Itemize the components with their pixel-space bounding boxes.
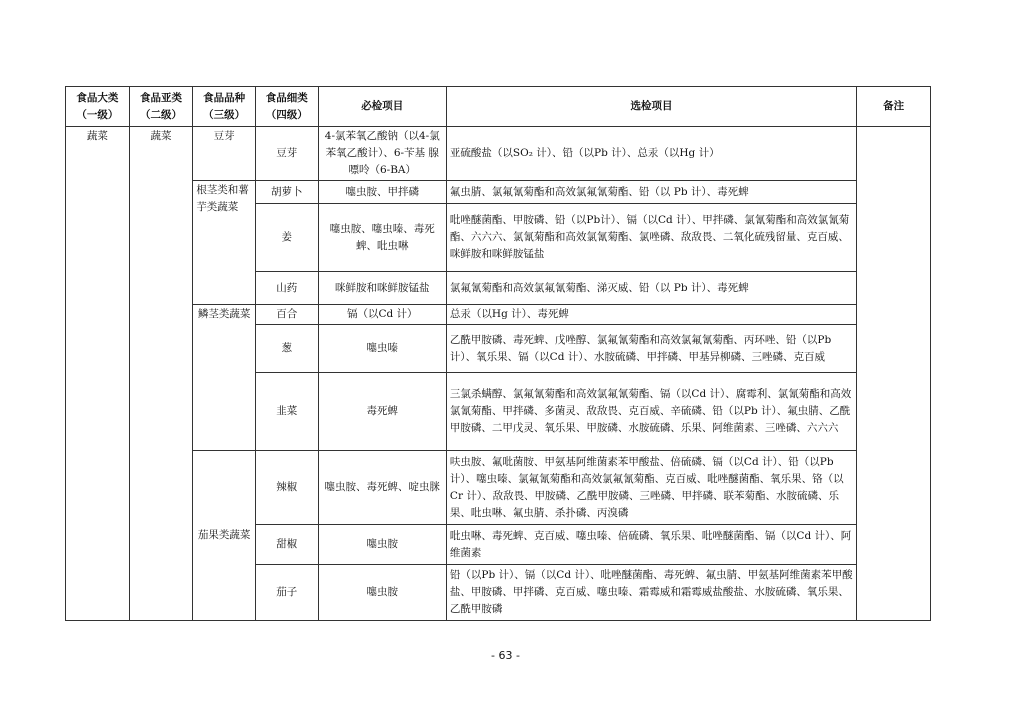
- group-cell: 根茎类和薯芋类蔬菜: [193, 181, 256, 305]
- table-row: [66, 305, 931, 325]
- item-cell: 百合: [255, 305, 318, 325]
- item-cell: 韭菜: [255, 373, 318, 451]
- mandatory-cell: 噻虫胺: [318, 565, 446, 621]
- item-cell: 山药: [255, 272, 318, 305]
- category-level1-cell: 蔬菜: [66, 127, 130, 621]
- header-mandatory-items: 必检项目: [318, 87, 446, 127]
- page-number: - 63 -: [491, 649, 520, 662]
- mandatory-cell: 噻虫胺、噻虫嗪、毒死蜱、吡虫啉: [318, 204, 446, 272]
- mandatory-cell: 镉（以Cd 计）: [318, 305, 446, 325]
- optional-cell: 氟虫腈、氯氟氰菊酯和高效氯氟氰菊酯、铅（以 Pb 计）、毒死蜱: [446, 181, 856, 204]
- item-cell: 辣椒: [255, 451, 318, 525]
- table-row: [66, 451, 931, 525]
- mandatory-cell: 噻虫胺、毒死蜱、啶虫脒: [318, 451, 446, 525]
- mandatory-cell: 毒死蜱: [318, 373, 446, 451]
- mandatory-cell: 4-氯苯氧乙酸钠（以4-氯苯氧乙酸计）、6-苄基 腺嘌呤（6-BA）: [318, 127, 446, 181]
- mandatory-cell: 咪鲜胺和咪鲜胺锰盐: [318, 272, 446, 305]
- header-row: [66, 87, 931, 127]
- optional-cell: 吡唑醚菌酯、甲胺磷、铅（以Pb计）、镉（以Cd 计）、甲拌磷、氯氰菊酯和高效氯氰菊酯、六六六、氯氰菊酯和高效氯氰菊酯、氯唑磷、敌敌畏、二氧化硫残留量、克百威、咪鲜胺和咪鲜胺锰盐: [446, 204, 856, 272]
- header-category-level1: 食品大类（一级）: [66, 87, 130, 127]
- group-cell: 鳞茎类蔬菜: [193, 305, 256, 451]
- optional-cell: 氯氟氰菊酯和高效氯氟氰菊酯、涕灭威、铅（以 Pb 计）、毒死蜱: [446, 272, 856, 305]
- optional-cell: 亚硫酸盐（以SO₂ 计）、铅（以Pb 计）、总汞（以Hg 计）: [446, 127, 856, 181]
- header-remarks: 备注: [857, 87, 931, 127]
- food-inspection-table: [65, 86, 931, 621]
- table-row: [66, 127, 931, 181]
- optional-cell: 铅（以Pb 计）、镉（以Cd 计）、吡唑醚菌酯、毒死蜱、氟虫腈、甲氨基阿维菌素苯甲酸盐、甲胺磷、甲拌磷、克百威、噻虫嗪、霜霉威和霜霉威盐酸盐、水胺硫磷、氧乐果、乙酰甲胺磷: [446, 565, 856, 621]
- mandatory-cell: 噻虫胺: [318, 525, 446, 565]
- optional-cell: 总汞（以Hg 计）、毒死蜱: [446, 305, 856, 325]
- mandatory-cell: 噻虫胺、甲拌磷: [318, 181, 446, 204]
- header-category-level2: 食品亚类（二级）: [129, 87, 193, 127]
- category-level2-cell: 蔬菜: [129, 127, 193, 621]
- item-cell: 甜椒: [255, 525, 318, 565]
- item-cell: 葱: [255, 325, 318, 373]
- item-cell: 胡萝卜: [255, 181, 318, 204]
- header-optional-items: 选检项目: [446, 87, 856, 127]
- item-cell: 茄子: [255, 565, 318, 621]
- group-cell: 茄果类蔬菜: [193, 451, 256, 621]
- header-category-level4: 食品细类（四级）: [255, 87, 318, 127]
- table-row: [66, 181, 931, 204]
- optional-cell: 呋虫胺、氟吡菌胺、甲氨基阿维菌素苯甲酸盐、倍硫磷、镉（以Cd 计）、铅（以Pb计）、噻虫嗪、氯氟氰菊酯和高效氯氟氰菊酯、克百威、吡唑醚菌酯、氧乐果、铬（以Cr 计）、敌敌畏、甲胺磷、乙酰甲胺磷、三唑磷、甲拌磷、联苯菊酯、水胺硫磷、乐果、吡虫啉、氟虫腈、杀扑磷、丙溴磷: [446, 451, 856, 525]
- group-cell: 豆芽: [193, 127, 256, 181]
- item-cell: 豆芽: [255, 127, 318, 181]
- header-category-level3: 食品品种（三级）: [193, 87, 256, 127]
- optional-cell: 三氯杀螨醇、氯氟氰菊酯和高效氯氟氰菊酯、镉（以Cd 计）、腐霉利、氯氰菊酯和高效氯氰菊酯、甲拌磷、多菌灵、敌敌畏、克百威、辛硫磷、铅（以Pb 计）、氟虫腈、乙酰甲胺磷、二甲戊灵、氧乐果、甲胺磷、水胺硫磷、乐果、阿维菌素、三唑磷、六六六: [446, 373, 856, 451]
- optional-cell: 吡虫啉、毒死蜱、克百威、噻虫嗪、倍硫磷、氧乐果、吡唑醚菌酯、镉（以Cd 计）、阿维菌素: [446, 525, 856, 565]
- remarks-cell: [857, 127, 931, 621]
- optional-cell: 乙酰甲胺磷、毒死蜱、戊唑醇、氯氟氰菊酯和高效氯氟氰菊酯、丙环唑、铅（以Pb 计）、氧乐果、镉（以Cd 计）、水胺硫磷、甲拌磷、甲基异柳磷、三唑磷、克百威: [446, 325, 856, 373]
- item-cell: 姜: [255, 204, 318, 272]
- mandatory-cell: 噻虫嗪: [318, 325, 446, 373]
